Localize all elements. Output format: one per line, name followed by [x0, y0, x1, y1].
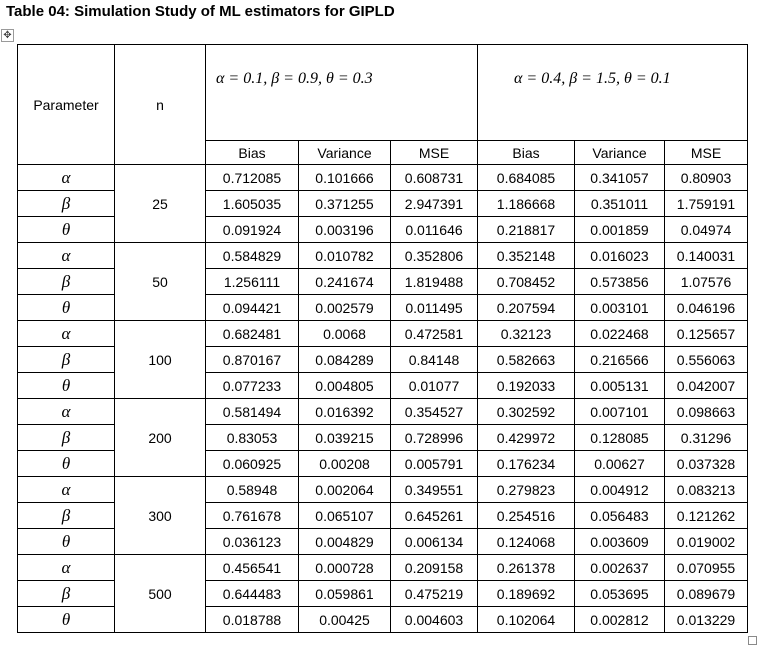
value-cell: 0.00425: [299, 607, 391, 633]
table-row: [18, 321, 748, 347]
value-cell: 1.07576: [665, 269, 748, 295]
value-cell: 0.216566: [575, 347, 665, 373]
value-cell: 0.84148: [391, 347, 478, 373]
value-cell: 0.341057: [575, 165, 665, 191]
parameter-symbol: α: [18, 477, 115, 503]
table-row: [18, 165, 748, 191]
value-cell: 0.207594: [478, 295, 575, 321]
value-cell: 0.176234: [478, 451, 575, 477]
parameter-symbol: α: [18, 243, 115, 269]
value-cell: 0.089679: [665, 581, 748, 607]
value-cell: 0.003609: [575, 529, 665, 555]
value-cell: 0.022468: [575, 321, 665, 347]
value-cell: 0.011495: [391, 295, 478, 321]
value-cell: 0.102064: [478, 607, 575, 633]
table-row: [18, 243, 748, 269]
value-cell: 0.209158: [391, 555, 478, 581]
value-cell: 0.241674: [299, 269, 391, 295]
sample-size: 500: [115, 555, 206, 633]
value-cell: 0.140031: [665, 243, 748, 269]
value-cell: 0.573856: [575, 269, 665, 295]
value-cell: 0.002064: [299, 477, 391, 503]
sample-size: 50: [115, 243, 206, 321]
parameter-symbol: θ: [18, 451, 115, 477]
value-cell: 0.584829: [206, 243, 299, 269]
value-cell: 0.003196: [299, 217, 391, 243]
value-cell: 0.582663: [478, 347, 575, 373]
sample-size: 200: [115, 399, 206, 477]
value-cell: 0.302592: [478, 399, 575, 425]
value-cell: 0.077233: [206, 373, 299, 399]
value-cell: 0.124068: [478, 529, 575, 555]
value-cell: 0.682481: [206, 321, 299, 347]
value-cell: 0.192033: [478, 373, 575, 399]
value-cell: 0.83053: [206, 425, 299, 451]
value-cell: 0.608731: [391, 165, 478, 191]
value-cell: 0.870167: [206, 347, 299, 373]
value-cell: 0.581494: [206, 399, 299, 425]
value-cell: 0.001859: [575, 217, 665, 243]
value-cell: 0.261378: [478, 555, 575, 581]
value-cell: 0.046196: [665, 295, 748, 321]
parameter-symbol: α: [18, 321, 115, 347]
value-cell: 0.371255: [299, 191, 391, 217]
value-cell: 0.04974: [665, 217, 748, 243]
value-cell: 0.006134: [391, 529, 478, 555]
value-cell: 0.684085: [478, 165, 575, 191]
parameter-symbol: β: [18, 581, 115, 607]
value-cell: 1.759191: [665, 191, 748, 217]
parameter-symbol: θ: [18, 295, 115, 321]
table-row: [18, 477, 748, 503]
value-cell: 1.819488: [391, 269, 478, 295]
value-cell: 0.098663: [665, 399, 748, 425]
value-cell: 0.644483: [206, 581, 299, 607]
parameter-symbol: β: [18, 269, 115, 295]
table-row: [18, 555, 748, 581]
value-cell: 0.00208: [299, 451, 391, 477]
header-variance-2: Variance: [575, 141, 665, 165]
value-cell: 0.01077: [391, 373, 478, 399]
value-cell: 0.002637: [575, 555, 665, 581]
value-cell: 0.456541: [206, 555, 299, 581]
resize-square-icon[interactable]: [748, 636, 757, 645]
header-mse-2: MSE: [665, 141, 748, 165]
value-cell: 0.0068: [299, 321, 391, 347]
value-cell: 1.186668: [478, 191, 575, 217]
value-cell: 0.042007: [665, 373, 748, 399]
header-variance-1: Variance: [299, 141, 391, 165]
value-cell: 0.189692: [478, 581, 575, 607]
value-cell: 0.254516: [478, 503, 575, 529]
value-cell: 0.80903: [665, 165, 748, 191]
sample-size: 25: [115, 165, 206, 243]
parameter-symbol: α: [18, 399, 115, 425]
value-cell: 0.002812: [575, 607, 665, 633]
value-cell: 0.32123: [478, 321, 575, 347]
value-cell: 0.712085: [206, 165, 299, 191]
value-cell: 2.947391: [391, 191, 478, 217]
value-cell: 0.125657: [665, 321, 748, 347]
value-cell: 0.279823: [478, 477, 575, 503]
value-cell: 0.019002: [665, 529, 748, 555]
value-cell: 0.016023: [575, 243, 665, 269]
value-cell: 0.005791: [391, 451, 478, 477]
value-cell: 0.011646: [391, 217, 478, 243]
value-cell: 1.256111: [206, 269, 299, 295]
parameter-symbol: α: [18, 555, 115, 581]
value-cell: 0.101666: [299, 165, 391, 191]
value-cell: 0.218817: [478, 217, 575, 243]
value-cell: 0.708452: [478, 269, 575, 295]
parameter-symbol: β: [18, 191, 115, 217]
parameter-symbol: θ: [18, 529, 115, 555]
value-cell: 0.004912: [575, 477, 665, 503]
table-row: [18, 399, 748, 425]
value-cell: 0.352148: [478, 243, 575, 269]
value-cell: 0.475219: [391, 581, 478, 607]
value-cell: 0.58948: [206, 477, 299, 503]
value-cell: 0.645261: [391, 503, 478, 529]
table-title: Table 04: Simulation Study of ML estimators for GIPLD: [6, 3, 395, 20]
value-cell: 0.010782: [299, 243, 391, 269]
parameter-symbol: β: [18, 347, 115, 373]
value-cell: 0.351011: [575, 191, 665, 217]
value-cell: 0.039215: [299, 425, 391, 451]
header-mse-1: MSE: [391, 141, 478, 165]
value-cell: 0.472581: [391, 321, 478, 347]
value-cell: 0.070955: [665, 555, 748, 581]
value-cell: 0.003101: [575, 295, 665, 321]
value-cell: 0.761678: [206, 503, 299, 529]
value-cell: 0.056483: [575, 503, 665, 529]
parameter-symbol: α: [18, 165, 115, 191]
value-cell: 0.013229: [665, 607, 748, 633]
value-cell: 0.556063: [665, 347, 748, 373]
value-cell: 0.060925: [206, 451, 299, 477]
value-cell: 0.094421: [206, 295, 299, 321]
value-cell: 0.004603: [391, 607, 478, 633]
value-cell: 0.005131: [575, 373, 665, 399]
parameter-symbol: β: [18, 503, 115, 529]
value-cell: 0.00627: [575, 451, 665, 477]
value-cell: 0.354527: [391, 399, 478, 425]
value-cell: 0.004805: [299, 373, 391, 399]
value-cell: 0.036123: [206, 529, 299, 555]
sample-size: 100: [115, 321, 206, 399]
value-cell: 0.091924: [206, 217, 299, 243]
value-cell: 0.000728: [299, 555, 391, 581]
value-cell: 0.007101: [575, 399, 665, 425]
parameter-symbol: θ: [18, 217, 115, 243]
value-cell: 0.059861: [299, 581, 391, 607]
value-cell: 0.002579: [299, 295, 391, 321]
value-cell: 0.018788: [206, 607, 299, 633]
value-cell: 0.429972: [478, 425, 575, 451]
value-cell: 0.053695: [575, 581, 665, 607]
parameter-symbol: β: [18, 425, 115, 451]
parameter-symbol: θ: [18, 607, 115, 633]
value-cell: 0.728996: [391, 425, 478, 451]
value-cell: 0.084289: [299, 347, 391, 373]
header-case-1: α = 0.1, β = 0.9, θ = 0.3: [206, 45, 478, 141]
value-cell: 0.349551: [391, 477, 478, 503]
header-bias-1: Bias: [206, 141, 299, 165]
value-cell: 0.037328: [665, 451, 748, 477]
header-case-2: α = 0.4, β = 1.5, θ = 0.1: [478, 45, 748, 141]
value-cell: 1.605035: [206, 191, 299, 217]
value-cell: 0.31296: [665, 425, 748, 451]
parameter-symbol: θ: [18, 373, 115, 399]
value-cell: 0.065107: [299, 503, 391, 529]
simulation-table: [17, 44, 748, 633]
value-cell: 0.016392: [299, 399, 391, 425]
value-cell: 0.352806: [391, 243, 478, 269]
value-cell: 0.121262: [665, 503, 748, 529]
value-cell: 0.128085: [575, 425, 665, 451]
value-cell: 0.083213: [665, 477, 748, 503]
header-n: n: [115, 45, 206, 165]
move-cross-icon[interactable]: ✥: [1, 29, 14, 42]
value-cell: 0.004829: [299, 529, 391, 555]
sample-size: 300: [115, 477, 206, 555]
header-bias-2: Bias: [478, 141, 575, 165]
header-parameter: Parameter: [18, 45, 115, 165]
